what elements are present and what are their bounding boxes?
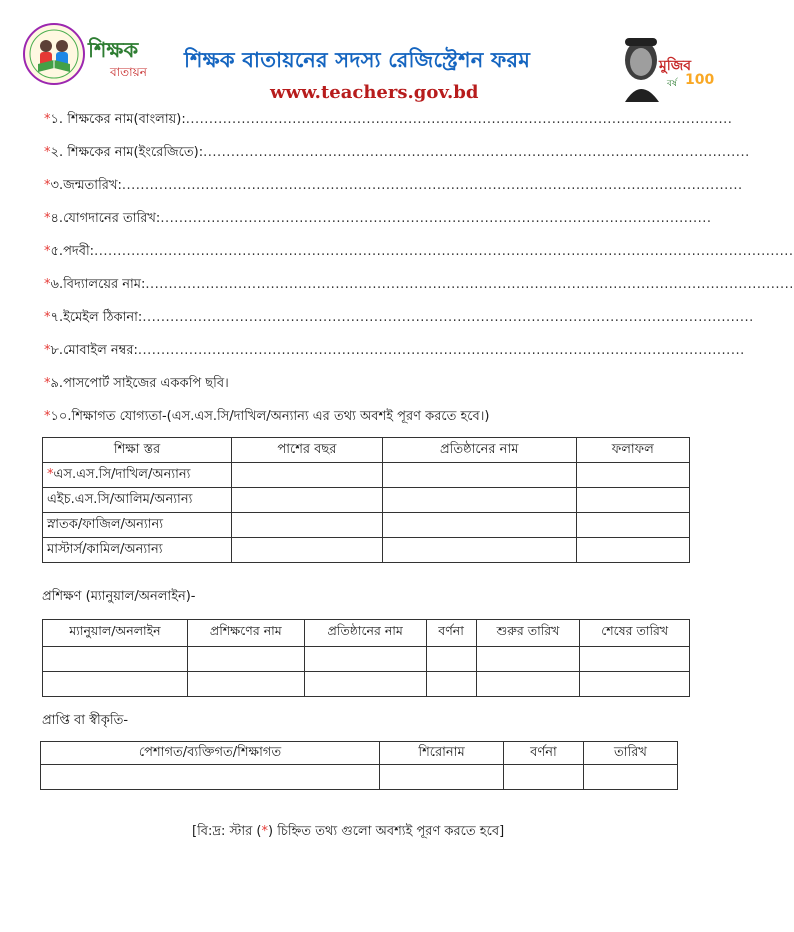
field-date-of-birth[interactable] [44,176,743,196]
table-cell[interactable] [304,647,426,672]
table-row [41,765,678,790]
table-row [43,672,690,697]
required-star: * [44,145,51,160]
table-cell[interactable] [426,647,476,672]
field-label: ২. শিক্ষকের নাম(ইংরেজিতে): [50,145,204,160]
table-cell[interactable] [580,672,690,697]
form-title: শিক্ষক বাতায়নের সদস্য রেজিস্ট্রেশন ফরম [184,48,531,72]
field-label: ৮.মোবাইল নম্বর: [50,343,138,358]
fill-line: ...................................................................................................................................... [121,178,743,193]
field-label: ৬.বিদ্যালয়ের নাম: [50,277,146,292]
field-label: ১. শিক্ষকের নাম(বাংলায়): [50,112,186,127]
passing-year-cell[interactable] [232,463,383,488]
education-level-cell [43,513,232,538]
institution-name-cell[interactable] [382,513,576,538]
brand-main-text: শিক্ষক [88,38,139,62]
fill-line: ....................................................................................................................... [160,211,712,226]
table-cell[interactable] [304,672,426,697]
brand-sub-text: বাতায়ন [110,65,147,79]
header-description: বর্ণনা [504,742,584,765]
field-teacher-name-english[interactable] [44,143,750,163]
header-training-name: প্রশিক্ষণের নাম [187,620,304,647]
field-label: ৯.পাসপোর্ট সাইজের এককপি ছবি। [50,376,229,391]
header-institution-name: প্রতিষ্ঠানের নাম [304,620,426,647]
result-cell[interactable] [576,513,689,538]
table-cell[interactable] [476,672,580,697]
table-row [43,463,690,488]
teachers-portal-logo [22,20,86,90]
fill-line: ................................................................................................................................... [137,343,745,358]
header-title: শিরোনাম [380,742,504,765]
fill-line: .................................................................................................................................... [142,310,754,325]
note-text-after: ) চিহ্নিত তথ্য গুলো অবশ্যই পূরণ করতে হবে] [267,824,505,839]
header-date: তারিখ [583,742,677,765]
required-star: * [44,112,51,127]
note-text-before: [বি:দ্র: স্টার ( [192,824,262,839]
header-education-level: শিক্ষা স্তর [43,438,232,463]
website-url: www.teachers.gov.bd [270,82,479,103]
field-email[interactable] [44,308,754,328]
required-star: * [44,178,51,193]
field-school-name[interactable] [44,275,794,295]
table-cell[interactable] [187,672,304,697]
fill-line: ...................................................................................................................... [185,112,733,127]
fill-line: ...................................................................................................................... [203,145,750,160]
field-label: ৩.জন্মতারিখ: [50,178,122,193]
table-cell[interactable] [43,647,188,672]
header-passing-year: পাশের বছর [232,438,383,463]
passing-year-cell[interactable] [232,488,383,513]
education-level-cell [43,538,232,563]
education-table [42,437,690,563]
field-designation[interactable] [44,242,794,262]
required-star: * [44,343,51,358]
hundred-text: 100 [685,72,715,88]
training-table [42,619,690,697]
field-label: ৫.পদবী: [50,244,95,259]
field-mobile-number[interactable] [44,341,745,361]
mujib-text: মুজিব [659,58,692,74]
header-result: ফলাফল [576,438,689,463]
brand-wordmark [88,34,170,88]
borsho-text: বর্ষ [667,79,677,89]
institution-name-cell[interactable] [382,463,576,488]
required-star: * [44,376,51,391]
education-level-label: মাস্টার্স/কামিল/অন্যান্য [47,541,163,557]
table-cell[interactable] [380,765,504,790]
passing-year-cell[interactable] [232,513,383,538]
field-passport-photo [44,374,674,394]
result-cell[interactable] [576,463,689,488]
education-level-label: এইচ.এস.সি/আলিম/অন্যান্য [47,491,193,507]
required-star: * [47,466,54,482]
header-description: বর্ণনা [426,620,476,647]
required-star: * [44,211,51,226]
table-cell[interactable] [187,647,304,672]
table-cell[interactable] [426,672,476,697]
achievement-table [40,741,678,790]
table-cell[interactable] [583,765,677,790]
training-section-title: প্রশিক্ষণ (ম্যানুয়াল/অনলাইন)- [42,589,196,604]
achievement-section-title: প্রাপ্তি বা স্বীকৃতি- [42,713,129,728]
table-cell[interactable] [41,765,380,790]
table-header-row [43,620,690,647]
mujib-100-logo [615,26,715,102]
table-row [43,647,690,672]
fill-line: ....................................................................................................................................................... [94,244,794,259]
education-level-cell [43,488,232,513]
fill-line: ............................................................................................................................................ [145,277,794,292]
field-joining-date[interactable] [44,209,712,229]
field-label: ৪.যোগদানের তারিখ: [50,211,161,226]
passing-year-cell[interactable] [232,538,383,563]
required-star: * [44,277,51,292]
required-star: * [261,824,268,839]
required-fields-note [192,822,504,843]
table-header-row [43,438,690,463]
institution-name-cell[interactable] [382,488,576,513]
field-label: ১০.শিক্ষাগত যোগ্যতা-(এস.এস.সি/দাখিল/অন্যান্য এর তথ্য অবশই পূরণ করতে হবে।) [50,409,490,424]
education-level-cell [43,463,232,488]
education-level-label: স্নাতক/ফাজিল/অন্যান্য [47,516,164,532]
required-star: * [44,244,51,259]
header-manual-online: ম্যানুয়াল/অনলাইন [43,620,188,647]
header-category: পেশাগত/ব্যক্তিগত/শিক্ষাগত [41,742,380,765]
field-label: ৭.ইমেইল ঠিকানা: [50,310,143,325]
field-education-qualification [44,407,704,427]
institution-name-cell[interactable] [382,538,576,563]
table-cell[interactable] [476,647,580,672]
school-children-reading-logo-icon [22,20,86,90]
table-cell[interactable] [504,765,584,790]
header-institution-name: প্রতিষ্ঠানের নাম [382,438,576,463]
field-teacher-name-bangla[interactable] [44,110,733,130]
header-start-date: শুরুর তারিখ [476,620,580,647]
required-star: * [44,310,51,325]
result-cell[interactable] [576,488,689,513]
table-row [43,488,690,513]
education-level-label: এস.এস.সি/দাখিল/অন্যান্য [53,466,191,482]
table-row [43,513,690,538]
table-cell[interactable] [580,647,690,672]
table-cell[interactable] [43,672,188,697]
table-row [43,538,690,563]
required-star: * [44,409,51,424]
result-cell[interactable] [576,538,689,563]
table-header-row [41,742,678,765]
header-end-date: শেষের তারিখ [580,620,690,647]
